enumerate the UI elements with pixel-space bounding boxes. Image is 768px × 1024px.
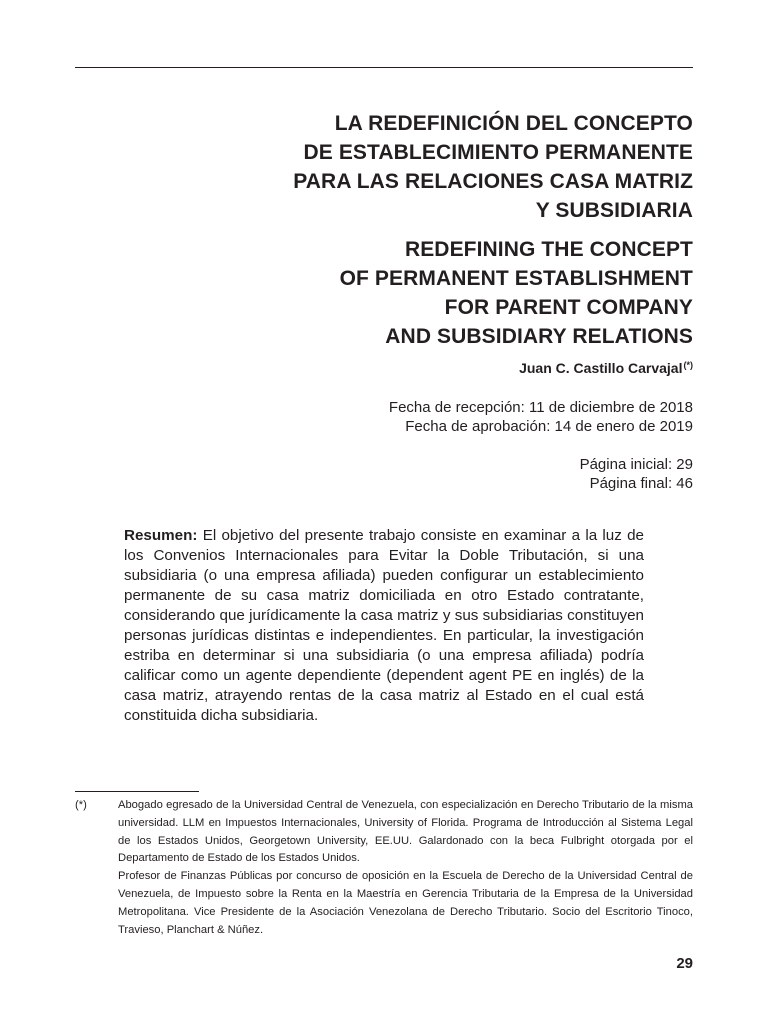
title-spanish bbox=[133, 109, 693, 225]
title-line: OF PERMANENT ESTABLISHMENT bbox=[339, 267, 693, 290]
footnote-body bbox=[118, 797, 693, 939]
footnote-rule bbox=[75, 791, 199, 792]
title-line: Y SUBSIDIARIA bbox=[535, 199, 693, 222]
header-rule bbox=[75, 67, 693, 68]
abstract bbox=[124, 526, 644, 726]
footnote-paragraph: Abogado egresado de la Universidad Central de Venezuela, con especialización en Derecho Tributario de la misma universidad. LLM en Impuestos Internacionales, University of Florida. Programa de Introducción al Sistema Legal de los Estados Unidos, Georgetown University, EE.UU. Galardonado con la beca Fulbright otorgada por el Departamento de Estado de los Estados Unidos. bbox=[118, 799, 693, 865]
title-line: AND SUBSIDIARY RELATIONS bbox=[385, 325, 693, 348]
author bbox=[519, 360, 693, 376]
page-number: 29 bbox=[676, 955, 693, 972]
footnote-marker: (*) bbox=[75, 799, 87, 811]
footnote-paragraph: Profesor de Finanzas Públicas por concurso de oposición en la Escuela de Derecho de la Universidad Central de Venezuela, de Impuesto sobre la Renta en la Maestría en Gerencia Tributaria de la Empresa de la Universidad Metropolitana. Vice Presidente de la Asociación Venezolana de Derecho Tributario. Socio del Escritorio Tinoco, Travieso, Planchart & Núñez. bbox=[118, 870, 693, 936]
title-line: LA REDEFINICIÓN DEL CONCEPTO bbox=[334, 112, 693, 135]
title-line: PARA LAS RELACIONES CASA MATRIZ bbox=[293, 170, 693, 193]
abstract-label: Resumen: bbox=[124, 527, 198, 544]
start-page: Página inicial: 29 bbox=[579, 456, 693, 473]
submission-dates bbox=[389, 398, 693, 436]
title-english bbox=[133, 235, 693, 351]
approved-date: Fecha de aprobación: 14 de enero de 2019 bbox=[405, 418, 693, 435]
title-line: REDEFINING THE CONCEPT bbox=[404, 238, 693, 261]
footnote bbox=[75, 797, 693, 939]
title-line: DE ESTABLECIMIENTO PERMANENTE bbox=[303, 141, 693, 164]
title-line: FOR PARENT COMPANY bbox=[444, 296, 693, 319]
author-footnote-marker[interactable]: (*) bbox=[683, 360, 693, 370]
end-page: Página final: 46 bbox=[589, 475, 693, 492]
received-date: Fecha de recepción: 11 de diciembre de 2018 bbox=[388, 399, 693, 416]
author-name: Juan C. Castillo Carvajal bbox=[519, 360, 683, 376]
abstract-text: El objetivo del presente trabajo consiste en examinar a la luz de los Convenios Internacionales para Evitar la Doble Tributación, si una subsidiaria (o una empresa afiliada) pueden configurar un establecimiento permanente de su casa matriz domiciliada en otro Estado contratante, considerando que jurídicamente la casa matriz y sus subsidiarias constituyen personas jurídicas distintas e independientes. En particular, la investigación estriba en determinar si una subsidiaria (o una empresa afiliada) podría calificar como un agente dependiente (dependent agent PE en inglés) de la casa matriz, atrayendo rentas de la casa matriz al Estado en el cual está constituida dicha subsidiaria. bbox=[124, 527, 644, 724]
page-range bbox=[580, 455, 693, 493]
